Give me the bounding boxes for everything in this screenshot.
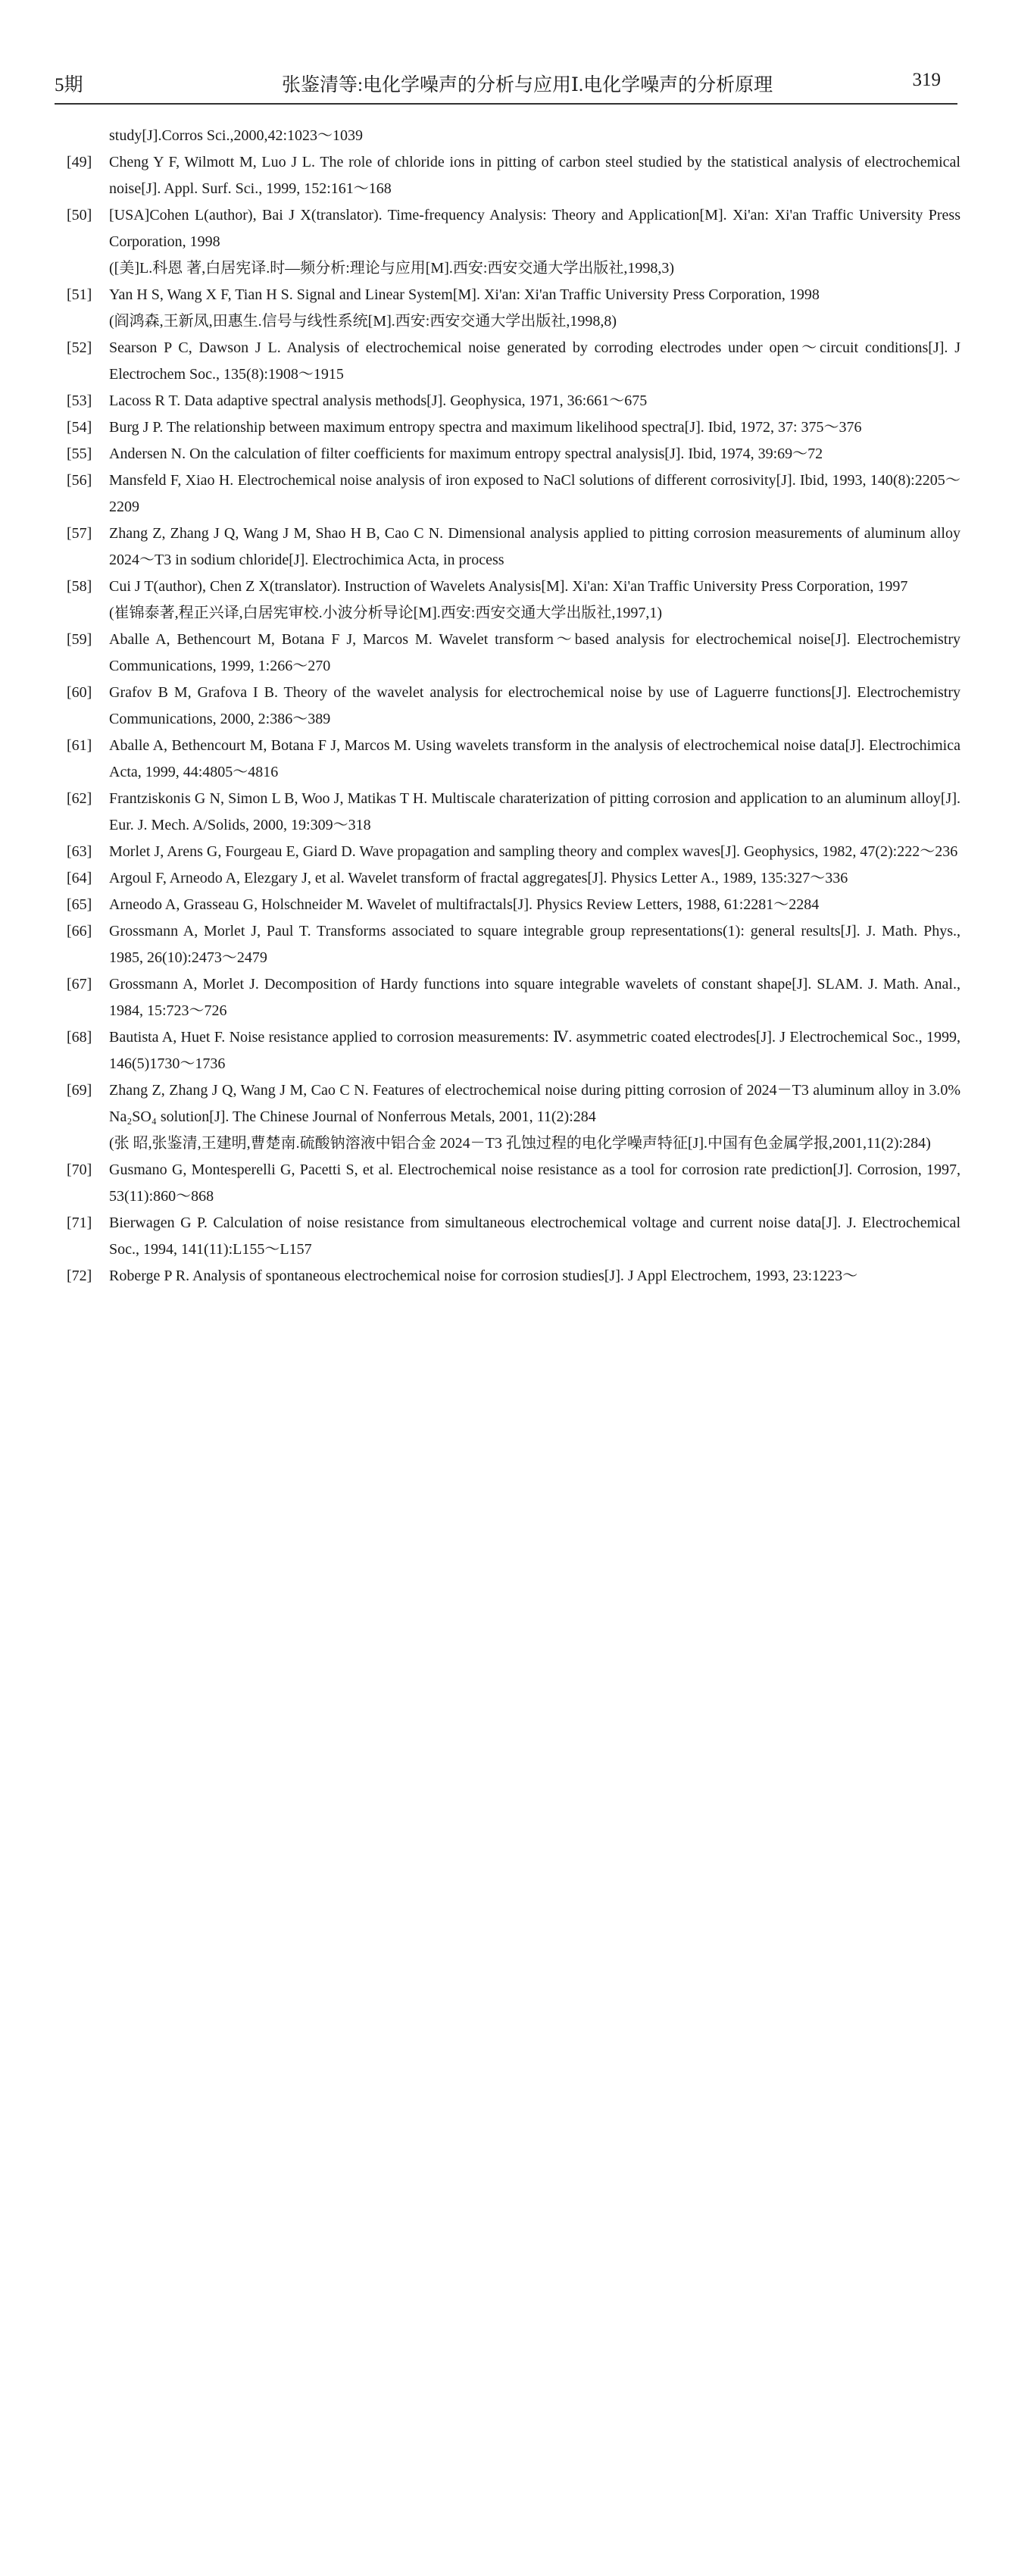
reference-number: [60] [67, 684, 92, 701]
reference-number: [59] [67, 631, 92, 648]
reference-chinese-translation: ([美]L.科恩 著,白居宪译.时—频分析:理论与应用[M].西安:西安交通大学出版社,1998,3) [109, 260, 675, 277]
reference-number: [49] [67, 154, 92, 170]
page-number: 319 [912, 70, 941, 90]
reference-number: [65] [67, 896, 92, 913]
reference-item [67, 574, 960, 627]
reference-number: [68] [67, 1029, 92, 1046]
reference-text: Lacoss R T. Data adaptive spectral analysis methods[J]. Geophysica, 1971, 36:661～675 [109, 392, 648, 409]
reference-number: [56] [67, 472, 92, 489]
reference-text: Roberge P R. Analysis of spontaneous electrochemical noise for corrosion studies[J]. J Appl Electrochem, 1993, 23:1223～ [109, 1268, 858, 1284]
reference-text: Gusmano G, Montesperelli G, Pacetti S, et al. Electrochemical noise resistance as a tool for corrosion rate prediction[J]. Corrosion, 1997, 53(11):860～868 [109, 1161, 960, 1205]
reference-number: [57] [67, 525, 92, 542]
reference-item [67, 388, 960, 414]
reference-number: [53] [67, 392, 92, 409]
header-rule [55, 103, 957, 105]
reference-item [67, 282, 960, 335]
reference-item [67, 1024, 960, 1077]
reference-item [67, 627, 960, 680]
reference-text: Aballe A, Bethencourt M, Botana F J, Marcos M. Using wavelets transform in the analysis of electrochemical noise data[J]. Electrochimica Acta, 1999, 44:4805～4816 [109, 737, 960, 780]
reference-continuation [67, 123, 960, 149]
reference-text: Frantziskonis G N, Simon L B, Woo J, Matikas T H. Multiscale charaterization of pitting corrosion and application to an aluminum alloy[J]. Eur. J. Mech. A/Solids, 2000, 19:309～318 [109, 790, 960, 833]
reference-chinese-translation: (阎鸿森,王新凤,田惠生.信号与线性系统[M].西安:西安交通大学出版社,1998,8) [109, 313, 617, 330]
reference-item [67, 971, 960, 1024]
reference-number: [70] [67, 1161, 92, 1178]
reference-item [67, 202, 960, 282]
reference-item [67, 1263, 960, 1290]
reference-text: Arneodo A, Grasseau G, Holschneider M. Wavelet of multifractals[J]. Physics Review Letters, 1988, 61:2281～2284 [109, 896, 820, 913]
reference-number: [64] [67, 870, 92, 886]
reference-item [67, 1077, 960, 1157]
reference-text: Zhang Z, Zhang J Q, Wang J M, Cao C N. Features of electrochemical noise during pitting corrosion of 2024－T3 aluminum alloy in 3.0% Na₂SO₄ solution[J]. The Chinese Journal of Nonferrous Metals, 2001, 11(2):284 [109, 1082, 960, 1125]
reference-item [67, 865, 960, 892]
reference-text: Zhang Z, Zhang J Q, Wang J M, Shao H B, Cao C N. Dimensional analysis applied to pitting corrosion measurements of aluminum alloy 2024～T3 in sodium chloride[J]. Electrochimica Acta, in process [109, 525, 960, 568]
reference-item [67, 521, 960, 574]
reference-item [67, 1157, 960, 1210]
reference-chinese-translation: (崔锦泰著,程正兴译,白居宪审校.小波分析导论[M].西安:西安交通大学出版社,1997,1) [109, 605, 662, 621]
reference-item [67, 335, 960, 388]
reference-text: Argoul F, Arneodo A, Elezgary J, et al. Wavelet transform of fractal aggregates[J]. Physics Letter A., 1989, 135:327～336 [109, 870, 848, 886]
reference-number: [52] [67, 339, 92, 356]
reference-text: Aballe A, Bethencourt M, Botana F J, Marcos M. Wavelet transform～based analysis for electrochemical noise[J]. Electrochemistry Communications, 1999, 1:266～270 [109, 631, 960, 674]
reference-item [67, 441, 960, 467]
reference-text: Mansfeld F, Xiao H. Electrochemical noise analysis of iron exposed to NaCl solutions of different corrosivity[J]. Ibid, 1993, 140(8):2205～2209 [109, 472, 960, 515]
reference-item [67, 918, 960, 971]
reference-list [67, 123, 960, 1290]
reference-number: [54] [67, 419, 92, 436]
reference-text: Cheng Y F, Wilmott M, Luo J L. The role of chloride ions in pitting of carbon steel studied by the statistical analysis of electrochemical noise[J]. Appl. Surf. Sci., 1999, 152:161～168 [109, 154, 960, 197]
reference-number: [62] [67, 790, 92, 807]
reference-text: Morlet J, Arens G, Fourgeau E, Giard D. Wave propagation and sampling theory and complex waves[J]. Geophysics, 1982, 47(2):222～236 [109, 843, 958, 860]
reference-number: [58] [67, 578, 92, 595]
reference-text: Cui J T(author), Chen Z X(translator). Instruction of Wavelets Analysis[M]. Xi'an: Xi'an Traffic University Press Corporation, 1997 [109, 578, 908, 595]
reference-text: Searson P C, Dawson J L. Analysis of electrochemical noise generated by corroding electrodes under open～circuit conditions[J]. J Electrochem Soc., 135(8):1908～1915 [109, 339, 960, 383]
running-title: 张鉴清等:电化学噪声的分析与应用Ⅰ.电化学噪声的分析原理 [282, 75, 773, 95]
reference-item [67, 733, 960, 786]
reference-item [67, 467, 960, 521]
reference-text: Grossmann A, Morlet J, Paul T. Transforms associated to square integrable group representations(1): general results[J]. J. Math. Phys., 1985, 26(10):2473～2479 [109, 923, 960, 966]
page-header [55, 70, 957, 102]
reference-item [67, 892, 960, 918]
reference-number: [72] [67, 1268, 92, 1284]
reference-text: Burg J P. The relationship between maximum entropy spectra and maximum likelihood spectra[J]. Ibid, 1972, 37: 375～376 [109, 419, 862, 436]
reference-item [67, 680, 960, 733]
reference-number: [50] [67, 207, 92, 224]
reference-item [67, 414, 960, 441]
reference-item [67, 1210, 960, 1263]
reference-number: [55] [67, 445, 92, 462]
reference-text: Grafov B M, Grafova I B. Theory of the wavelet analysis for electrochemical noise by use of Laguerre functions[J]. Electrochemistry Communications, 2000, 2:386～389 [109, 684, 960, 727]
reference-number: [69] [67, 1082, 92, 1099]
reference-number: [71] [67, 1215, 92, 1231]
reference-item [67, 149, 960, 202]
reference-item [67, 786, 960, 839]
reference-number: [66] [67, 923, 92, 939]
reference-text: Bierwagen G P. Calculation of noise resistance from simultaneous electrochemical voltage and current noise data[J]. J. Electrochemical Soc., 1994, 141(11):L155～L157 [109, 1215, 960, 1258]
reference-text: Andersen N. On the calculation of filter coefficients for maximum entropy spectral analysis[J]. Ibid, 1974, 39:69～72 [109, 445, 823, 462]
reference-continuation-text: study[J].Corros Sci.,2000,42:1023～1039 [109, 127, 363, 144]
reference-entries [67, 149, 960, 1290]
reference-chinese-translation: (张 昭,张鉴清,王建明,曹楚南.硫酸钠溶液中铝合金 2024－T3 孔蚀过程的电化学噪声特征[J].中国有色金属学报,2001,11(2):284) [109, 1135, 931, 1152]
reference-text: Bautista A, Huet F. Noise resistance applied to corrosion measurements: Ⅳ. asymmetric coated electrodes[J]. J Electrochemical Soc., 1999, 146(5)1730～1736 [109, 1029, 960, 1072]
reference-text: Grossmann A, Morlet J. Decomposition of Hardy functions into square integrable wavelets of constant shape[J]. SLAM. J. Math. Anal., 1984, 15:723～726 [109, 976, 960, 1019]
reference-number: [51] [67, 286, 92, 303]
reference-number: [63] [67, 843, 92, 860]
reference-text: [USA]Cohen L(author), Bai J X(translator). Time-frequency Analysis: Theory and Application[M]. Xi'an: Xi'an Traffic University Press Corporation, 1998 [109, 207, 960, 250]
reference-item [67, 839, 960, 865]
reference-text: Yan H S, Wang X F, Tian H S. Signal and Linear System[M]. Xi'an: Xi'an Traffic University Press Corporation, 1998 [109, 286, 820, 303]
issue-label: 5期 [55, 75, 83, 95]
reference-number: [67] [67, 976, 92, 993]
reference-number: [61] [67, 737, 92, 754]
